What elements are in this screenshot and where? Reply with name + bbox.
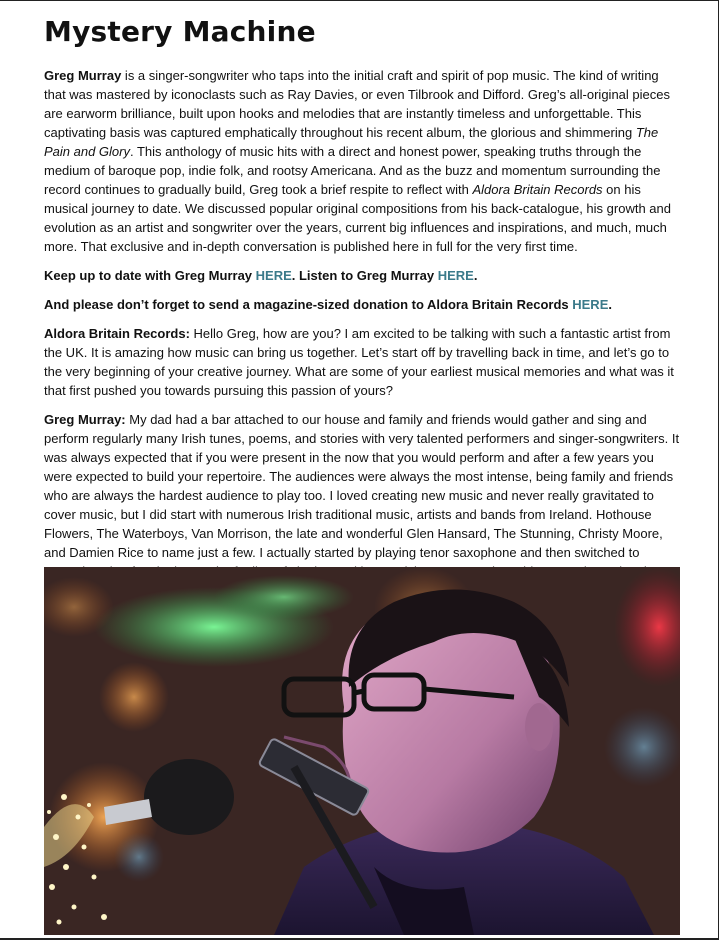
donation-line (44, 295, 680, 314)
page-title: Mystery Machine (44, 15, 316, 48)
intro-text-1: is a singer-songwriter who taps into the initial craft and spirit of pop music. The kind of writing that was mastered by iconoclasts such as Ray Davies, or even Tilbrook and Difford. Greg’s all-original pieces are earworm brilliance, built upon hooks and melodies that are instantly timeless and unforgettable. This captivating basis was captured emphatically throughout his recent album, the glorious and shimmering (44, 68, 670, 140)
links-text-2: . Listen to Greg Murray (291, 268, 438, 283)
album-title: The Pain and Glory (44, 125, 659, 159)
label-name: Aldora Britain Records (472, 182, 603, 197)
question-paragraph (44, 324, 680, 400)
artist-photo (44, 567, 680, 935)
article (44, 14, 680, 600)
donation-text-2: . (608, 297, 612, 312)
links-text-3: . (473, 268, 478, 283)
donation-link[interactable]: HERE (572, 297, 609, 312)
follow-link[interactable]: HERE (255, 268, 292, 283)
links-line (44, 266, 680, 285)
intro-text-2: . This anthology of music hits with a direct and honest power, speaking truths through the medium of baroque pop, indie folk, and rootsy Americana. And as the buzz and momentum surrounding the record continues to gradually build, Greg took a brief respite to reflect with (44, 144, 661, 197)
intro-paragraph (44, 66, 680, 256)
artist-photo-illustration (44, 567, 680, 935)
answer-speaker: Greg Murray: (44, 412, 126, 427)
question-speaker: Aldora Britain Records: (44, 326, 190, 341)
artist-name: Greg Murray (44, 68, 122, 83)
question-text: Hello Greg, how are you? I am excited to be talking with such a fantastic artist from the UK. It is amazing how music can bring us together. Let’s start off by travelling back in time, and let’s go to the very beginning of your creative journey. What are some of your earliest musical memories and what was it that first pushed you towards pursuing this passion of yours? (44, 326, 674, 398)
donation-text-1: And please don’t forget to send a magazine-sized donation to Aldora Britain Records (44, 297, 573, 312)
answer-text: My dad had a bar attached to our house and family and friends would gather and sing and perform regularly many Irish tunes, poems, and stories with very talented performers and singer-songwriters. It was always expected that if you were present in the now that you would perform and after a few years you were expected to build your repertoire. The audiences were always the most intense, being family and friends who are always the hardest audience to play too. I loved creating new music and never really gravitated to cover music, but I did start with numerous Irish traditional music, artists and bands from Ireland. Hothouse Flowers, The Waterboys, Van Morrison, the late and wonderful Glen Hansard, The Stunning, Christy Moore, and Damien Rice to name just a few. I actually started by playing tenor saxophone and then switched to (44, 412, 680, 560)
intro-text-3: on his musical journey to date. We discussed popular original compositions from his back-catalogue, his growth and evolution as an artist and songwriter over the years, current big influences and inspirations, and much, much more. That exclusive and in-depth conversation is published here in full for the very first time. (44, 182, 671, 254)
links-text-1: Keep up to date with Greg Murray (44, 268, 256, 283)
listen-link[interactable]: HERE (437, 268, 474, 283)
